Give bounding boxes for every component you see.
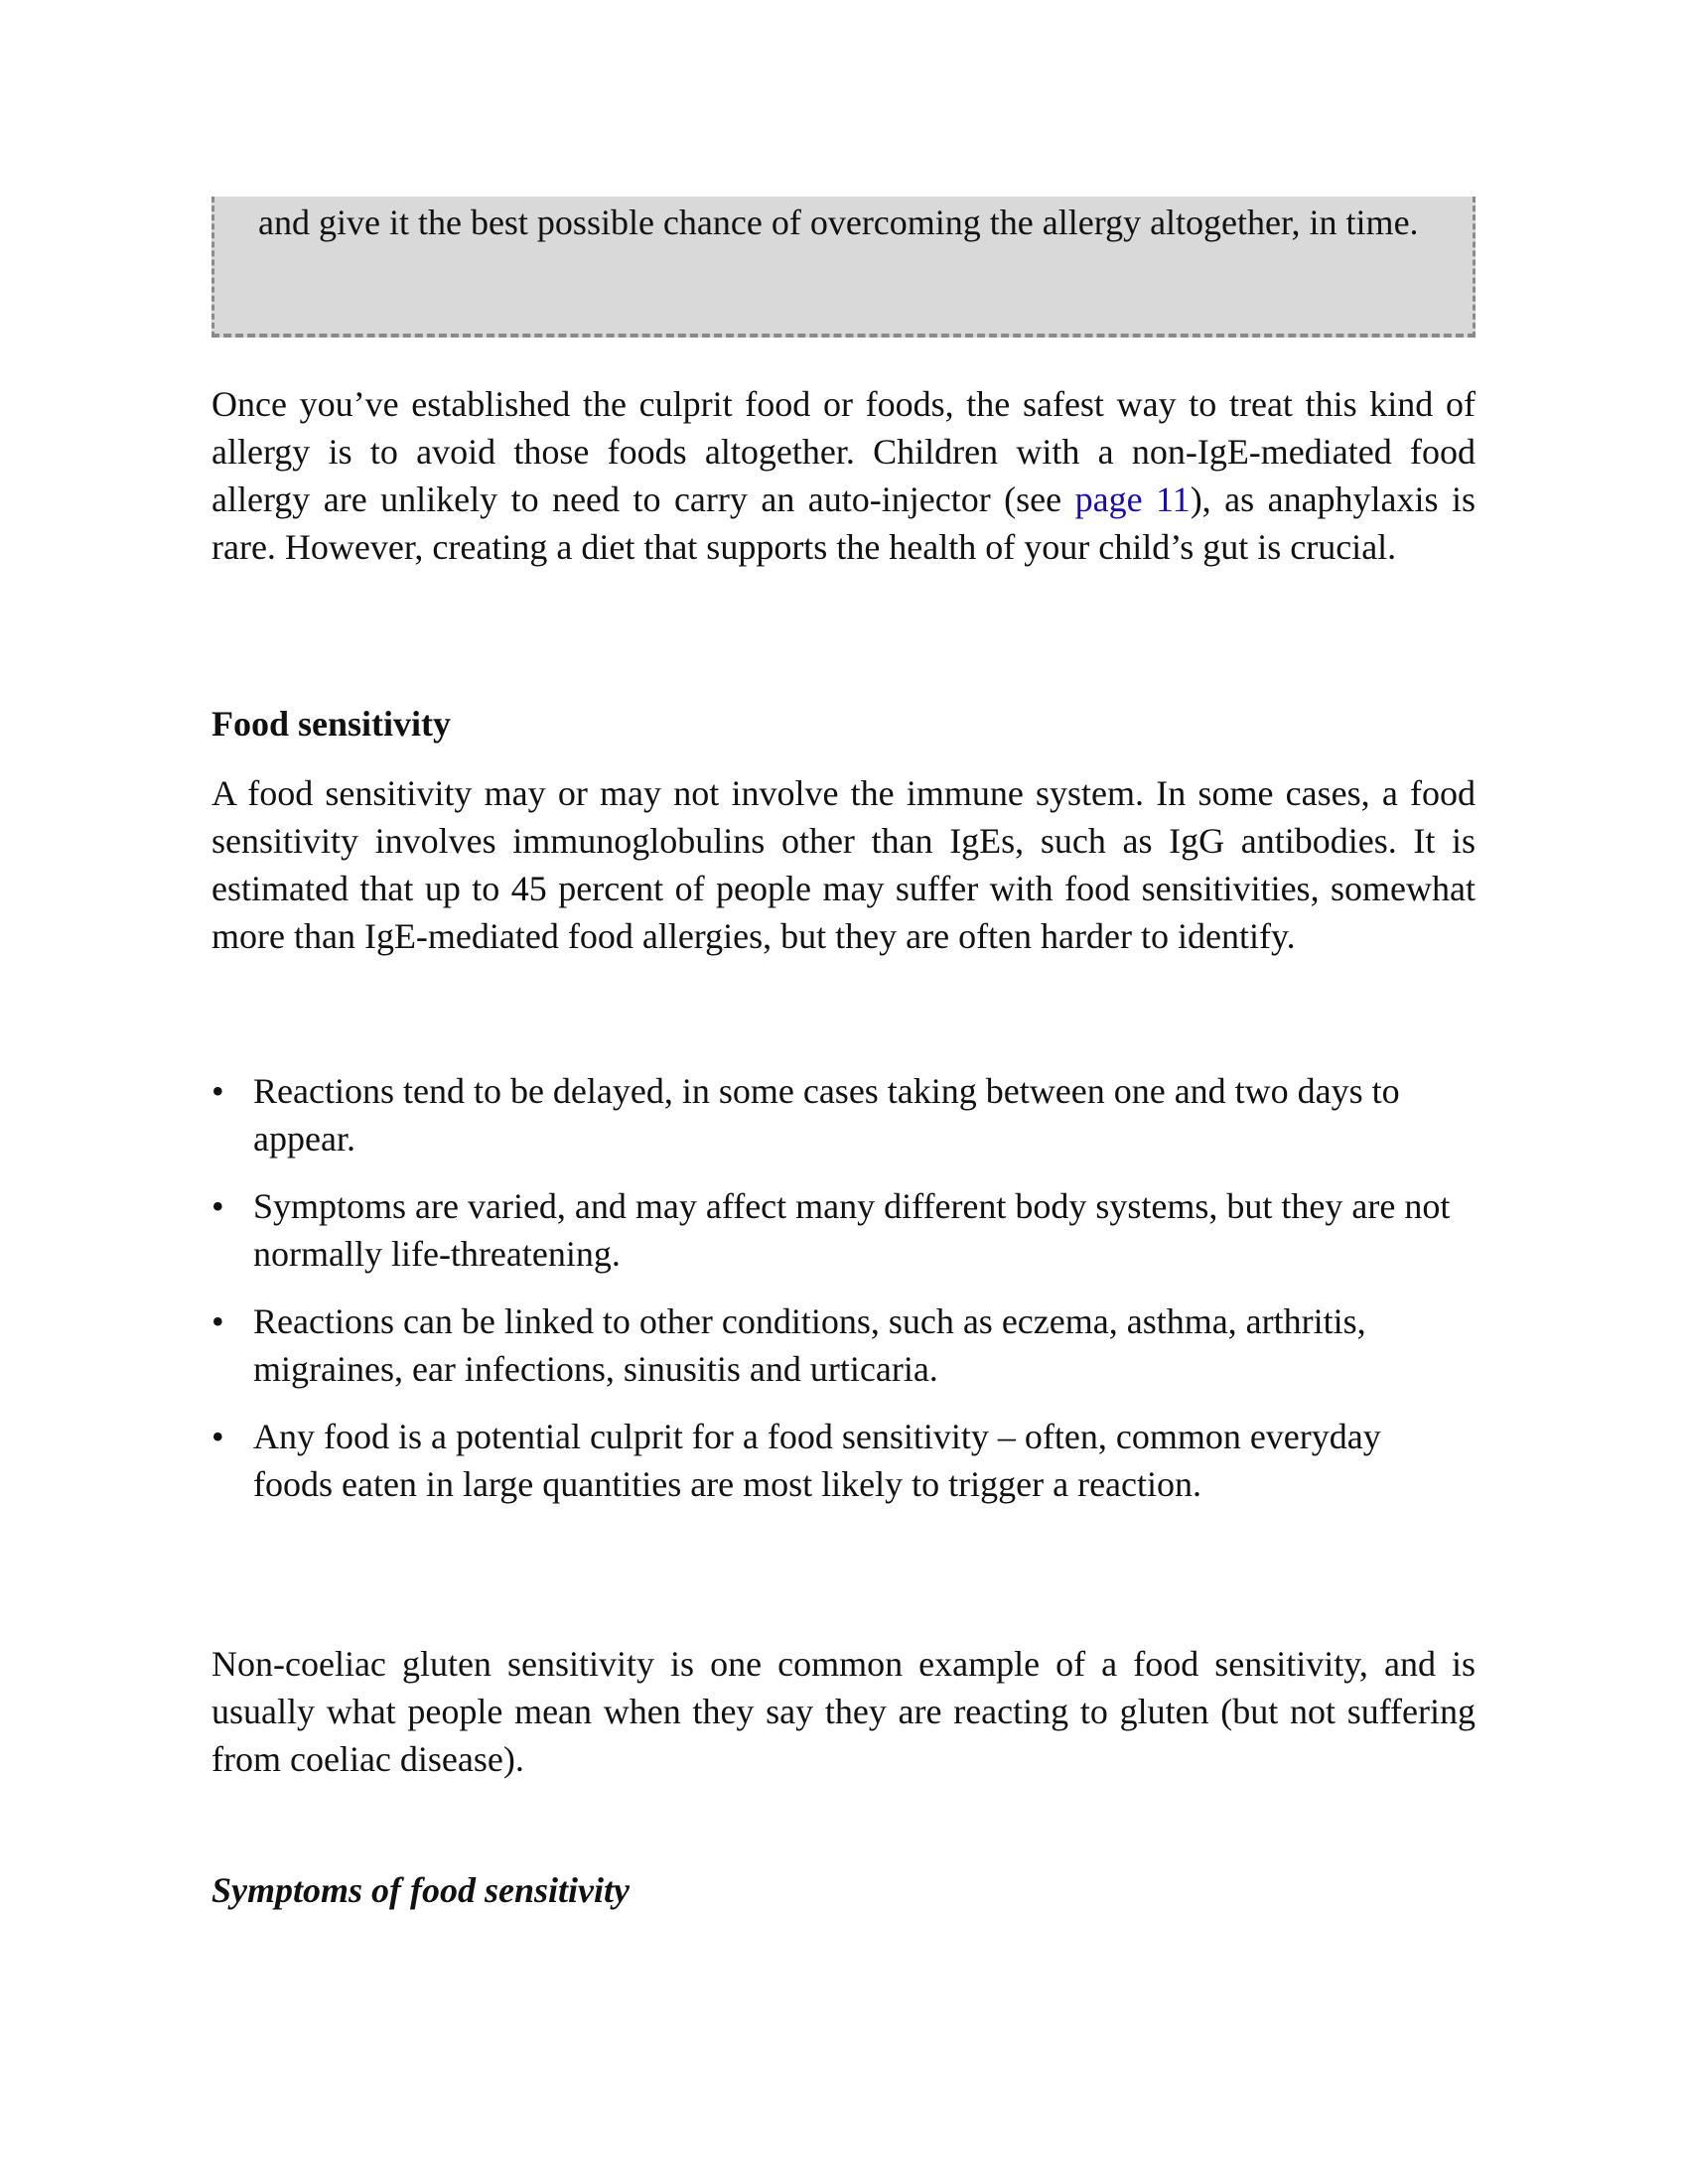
list-item	[211, 1297, 1476, 1393]
page-link[interactable]: page 11	[1074, 479, 1191, 519]
list-item	[211, 1067, 1476, 1162]
list-item-text: Reactions can be linked to other conditions, such as eczema, asthma, arthritis, migraines, ear infections, sinusitis and urticaria.	[253, 1301, 1366, 1389]
intro-paragraph	[211, 380, 1476, 571]
bullet-icon: •	[211, 1417, 224, 1456]
list-item-text: Any food is a potential culprit for a food sensitivity – often, common everyday foods eaten in large quantities are most likely to trigger a reaction.	[253, 1417, 1381, 1504]
section-paragraph: A food sensitivity may or may not involve the immune system. In some cases, a food sensitivity involves immunoglobulins other than IgEs, such as IgG antibodies. It is estimated that up to 45 percent of people may suffer with food sensitivities, somewhat more than IgE-mediated food allergies, but they are often harder to identify.	[211, 773, 1476, 956]
intro-text-after-link: ), as anaphylaxis is rare. However, creating a diet that supports the health of your child’s gut is crucial.	[211, 479, 1477, 567]
list-item-text: Reactions tend to be delayed, in some cases taking between one and two days to appear.	[253, 1071, 1400, 1159]
bullet-icon: •	[211, 1301, 224, 1341]
callout-text: and give it the best possible chance of overcoming the allergy altogether, in time.	[258, 203, 1419, 242]
gluten-paragraph: Non-coeliac gluten sensitivity is one common example of a food sensitivity, and is usually what people mean when they say they are reacting to gluten (but not suffering from coeliac disease).	[211, 1644, 1476, 1779]
list-item	[211, 1413, 1476, 1508]
callout-box	[211, 197, 1476, 338]
bullet-icon: •	[211, 1186, 224, 1226]
bullet-list	[211, 1067, 1476, 1528]
list-item-text: Symptoms are varied, and may affect many different body systems, but they are not normally life-threatening.	[253, 1186, 1451, 1274]
intro-text-before-link: Once you’ve established the culprit food or foods, the safest way to treat this kind of allergy is to avoid those foods altogether. Children with a non-IgE-mediated food allergy are unlikely to need to carry an auto-injector (see	[211, 384, 1476, 519]
section-heading: Food sensitivity	[211, 704, 452, 744]
list-item	[211, 1182, 1476, 1278]
bullet-icon: •	[211, 1071, 224, 1111]
subsection-heading: Symptoms of food sensitivity	[211, 1870, 630, 1910]
